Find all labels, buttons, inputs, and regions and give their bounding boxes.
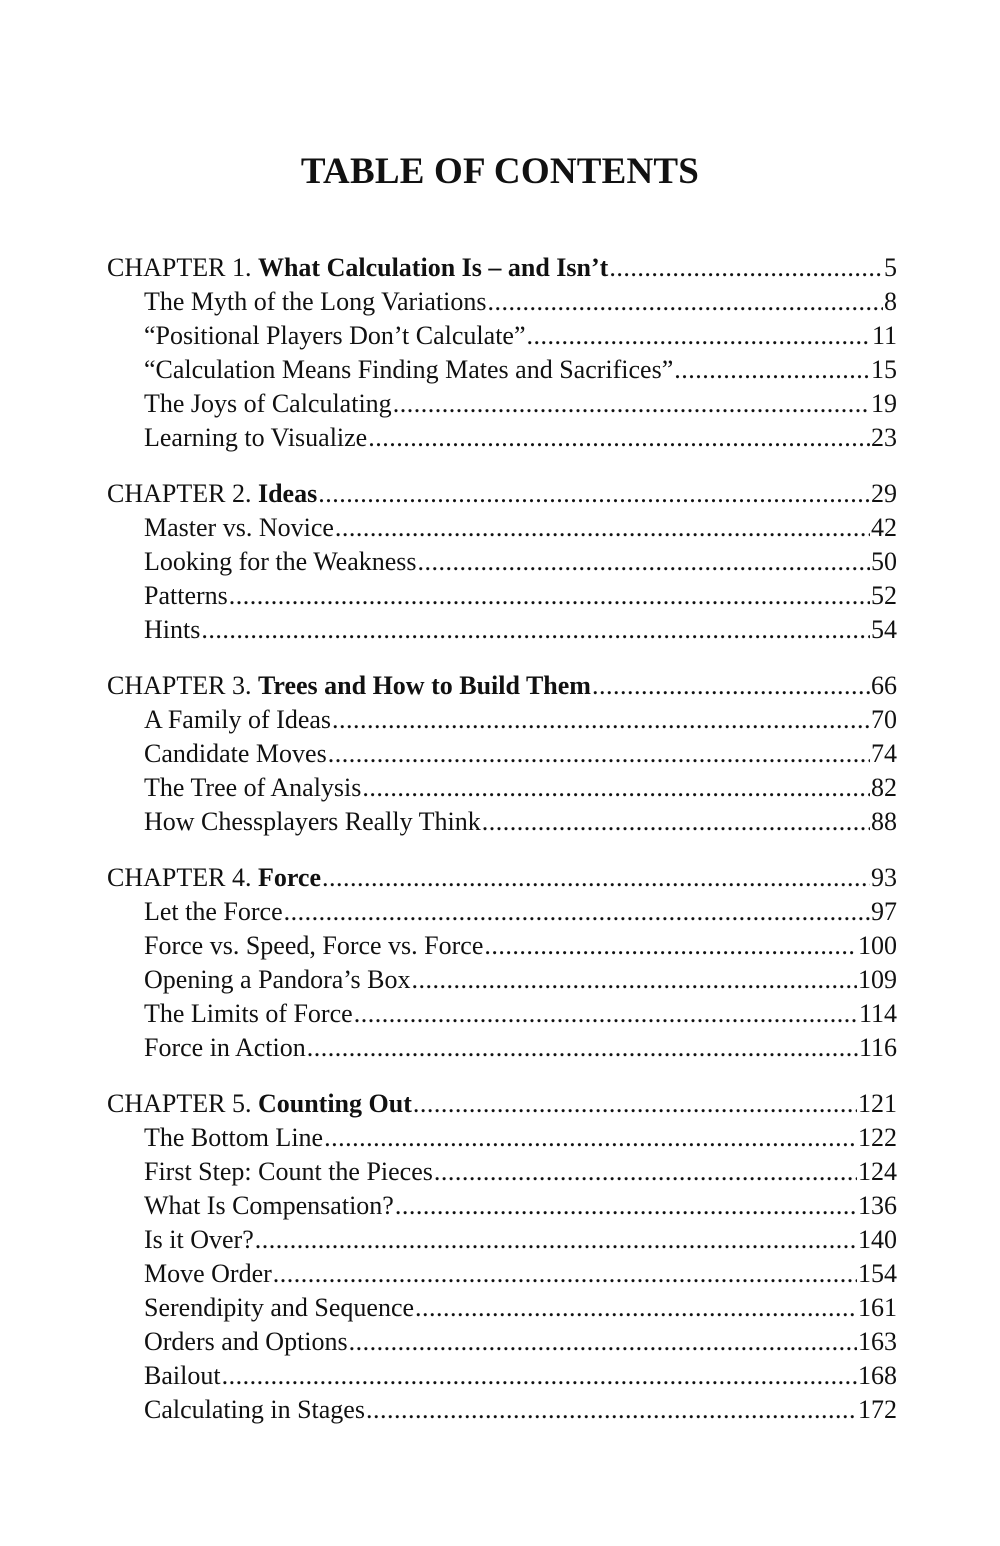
chapter-label	[107, 1087, 412, 1121]
page-number: 124	[858, 1157, 897, 1186]
section-entry	[107, 1325, 897, 1359]
chapter-number: CHAPTER 2.	[107, 479, 258, 508]
chapter-title: What Calculation Is – and Isn’t	[257, 253, 609, 282]
page-number: 5	[884, 253, 897, 282]
section-entry	[107, 421, 897, 455]
dot-leader	[335, 511, 870, 545]
section-title: How Chessplayers Really Think	[144, 807, 481, 836]
dot-leader	[527, 319, 871, 353]
chapter-number: CHAPTER 4.	[107, 863, 258, 892]
page-number: 70	[871, 705, 897, 734]
chapter-block	[107, 669, 897, 839]
dot-leader	[482, 805, 870, 839]
page-number: 66	[871, 671, 897, 700]
page-number: 50	[871, 547, 897, 576]
page-number: 136	[858, 1191, 897, 1220]
page-number: 11	[871, 321, 897, 350]
page-number: 42	[871, 513, 897, 542]
chapter-number: CHAPTER 1.	[107, 253, 258, 282]
section-entry	[107, 1359, 897, 1393]
section-title: Serendipity and Sequence	[144, 1293, 415, 1322]
section-title: Orders and Options	[144, 1327, 348, 1356]
dot-leader	[592, 669, 870, 703]
page-number: 121	[858, 1089, 897, 1118]
dot-leader	[488, 285, 883, 319]
section-entry	[107, 319, 897, 353]
page-number: 52	[871, 581, 897, 610]
dot-leader	[332, 703, 870, 737]
section-entry	[107, 613, 897, 647]
section-title: Let the Force	[144, 897, 283, 926]
section-title: A Family of Ideas	[144, 705, 332, 734]
dot-leader	[395, 1189, 857, 1223]
page-number: 116	[858, 1033, 897, 1062]
chapter-entry	[107, 861, 897, 895]
page-number: 8	[884, 287, 897, 316]
section-entry	[107, 1257, 897, 1291]
section-title: The Bottom Line	[144, 1123, 324, 1152]
section-title: Hints	[144, 615, 201, 644]
section-entry	[107, 997, 897, 1031]
section-entry	[107, 387, 897, 421]
page-number: 168	[858, 1361, 897, 1390]
dot-leader	[322, 861, 870, 895]
dot-leader	[307, 1031, 858, 1065]
dot-leader	[434, 1155, 857, 1189]
dot-leader	[324, 1121, 857, 1155]
page-number: 161	[858, 1293, 897, 1322]
section-entry	[107, 545, 897, 579]
page-number: 100	[858, 931, 897, 960]
page-number: 163	[858, 1327, 897, 1356]
page-number: 19	[871, 389, 897, 418]
chapter-title: Force	[257, 863, 322, 892]
section-title: The Limits of Force	[144, 999, 353, 1028]
page-number: 74	[871, 739, 897, 768]
dot-leader	[318, 477, 870, 511]
page-number: 29	[871, 479, 897, 508]
section-title: “Positional Players Don’t Calculate”	[144, 321, 526, 350]
dot-leader	[284, 895, 870, 929]
chapter-entry	[107, 669, 897, 703]
section-entry	[107, 1291, 897, 1325]
section-entry	[107, 1031, 897, 1065]
chapter-title: Trees and How to Build Them	[257, 671, 591, 700]
dot-leader	[418, 545, 870, 579]
page-number: 140	[858, 1225, 897, 1254]
section-title: The Myth of the Long Variations	[144, 287, 487, 316]
chapter-entry	[107, 1087, 897, 1121]
chapter-block	[107, 251, 897, 455]
page-number: 23	[871, 423, 897, 452]
chapter-block	[107, 1087, 897, 1427]
section-title: Calculating in Stages	[144, 1395, 365, 1424]
section-title: Move Order	[144, 1259, 272, 1288]
section-entry	[107, 771, 897, 805]
chapter-label	[107, 669, 591, 703]
section-entry	[107, 579, 897, 613]
dot-leader	[229, 579, 870, 613]
section-title: The Tree of Analysis	[144, 773, 362, 802]
section-entry	[107, 1189, 897, 1223]
dot-leader	[415, 1291, 857, 1325]
section-entry	[107, 1393, 897, 1427]
section-entry	[107, 285, 897, 319]
section-entry	[107, 1121, 897, 1155]
chapter-entry	[107, 251, 897, 285]
section-title: Bailout	[144, 1361, 221, 1390]
chapter-number: CHAPTER 5.	[107, 1089, 258, 1118]
section-title: First Step: Count the Pieces	[144, 1157, 433, 1186]
chapter-number: CHAPTER 3.	[107, 671, 258, 700]
chapter-title: Counting Out	[257, 1089, 412, 1118]
page-number: 154	[858, 1259, 897, 1288]
dot-leader	[328, 737, 870, 771]
section-title: Master vs. Novice	[144, 513, 334, 542]
page-number: 109	[858, 965, 897, 994]
dot-leader	[362, 771, 870, 805]
section-title: “Calculation Means Finding Mates and Sacrifices”	[144, 355, 674, 384]
section-title: Patterns	[144, 581, 228, 610]
chapter-title: Ideas	[257, 479, 318, 508]
chapter-entry	[107, 477, 897, 511]
section-entry	[107, 805, 897, 839]
table-of-contents	[107, 251, 897, 1449]
section-entry	[107, 737, 897, 771]
chapter-label	[107, 861, 321, 895]
section-title: Force in Action	[144, 1033, 306, 1062]
section-title: Is it Over?	[144, 1225, 254, 1254]
dot-leader	[354, 997, 858, 1031]
section-title: Looking for the Weakness	[144, 547, 417, 576]
dot-leader	[366, 1393, 857, 1427]
section-entry	[107, 929, 897, 963]
dot-leader	[411, 963, 857, 997]
page-number: 15	[871, 355, 897, 384]
chapter-label	[107, 477, 317, 511]
page-number: 54	[871, 615, 897, 644]
section-title: What Is Compensation?	[144, 1191, 394, 1220]
dot-leader	[609, 251, 883, 285]
dot-leader	[674, 353, 870, 387]
dot-leader	[413, 1087, 857, 1121]
section-entry	[107, 963, 897, 997]
page-number: 97	[871, 897, 897, 926]
section-entry	[107, 511, 897, 545]
dot-leader	[368, 421, 870, 455]
page-number: 172	[858, 1395, 897, 1424]
section-entry	[107, 1155, 897, 1189]
page-number: 82	[871, 773, 897, 802]
chapter-label	[107, 251, 608, 285]
page-number: 93	[871, 863, 897, 892]
section-title: Candidate Moves	[144, 739, 327, 768]
section-entry	[107, 895, 897, 929]
dot-leader	[484, 929, 857, 963]
section-entry	[107, 1223, 897, 1257]
section-entry	[107, 353, 897, 387]
dot-leader	[393, 387, 870, 421]
dot-leader	[349, 1325, 857, 1359]
section-title: The Joys of Calculating	[144, 389, 392, 418]
dot-leader	[273, 1257, 857, 1291]
dot-leader	[255, 1223, 857, 1257]
section-title: Learning to Visualize	[144, 423, 368, 452]
page-number: 114	[858, 999, 897, 1028]
chapter-block	[107, 477, 897, 647]
page-title: TABLE OF CONTENTS	[300, 151, 700, 192]
dot-leader	[222, 1359, 857, 1393]
section-title: Opening a Pandora’s Box	[144, 965, 411, 994]
dot-leader	[201, 613, 870, 647]
chapter-block	[107, 861, 897, 1065]
page-number: 122	[858, 1123, 897, 1152]
page-number: 88	[871, 807, 897, 836]
section-entry	[107, 703, 897, 737]
section-title: Force vs. Speed, Force vs. Force	[144, 931, 484, 960]
